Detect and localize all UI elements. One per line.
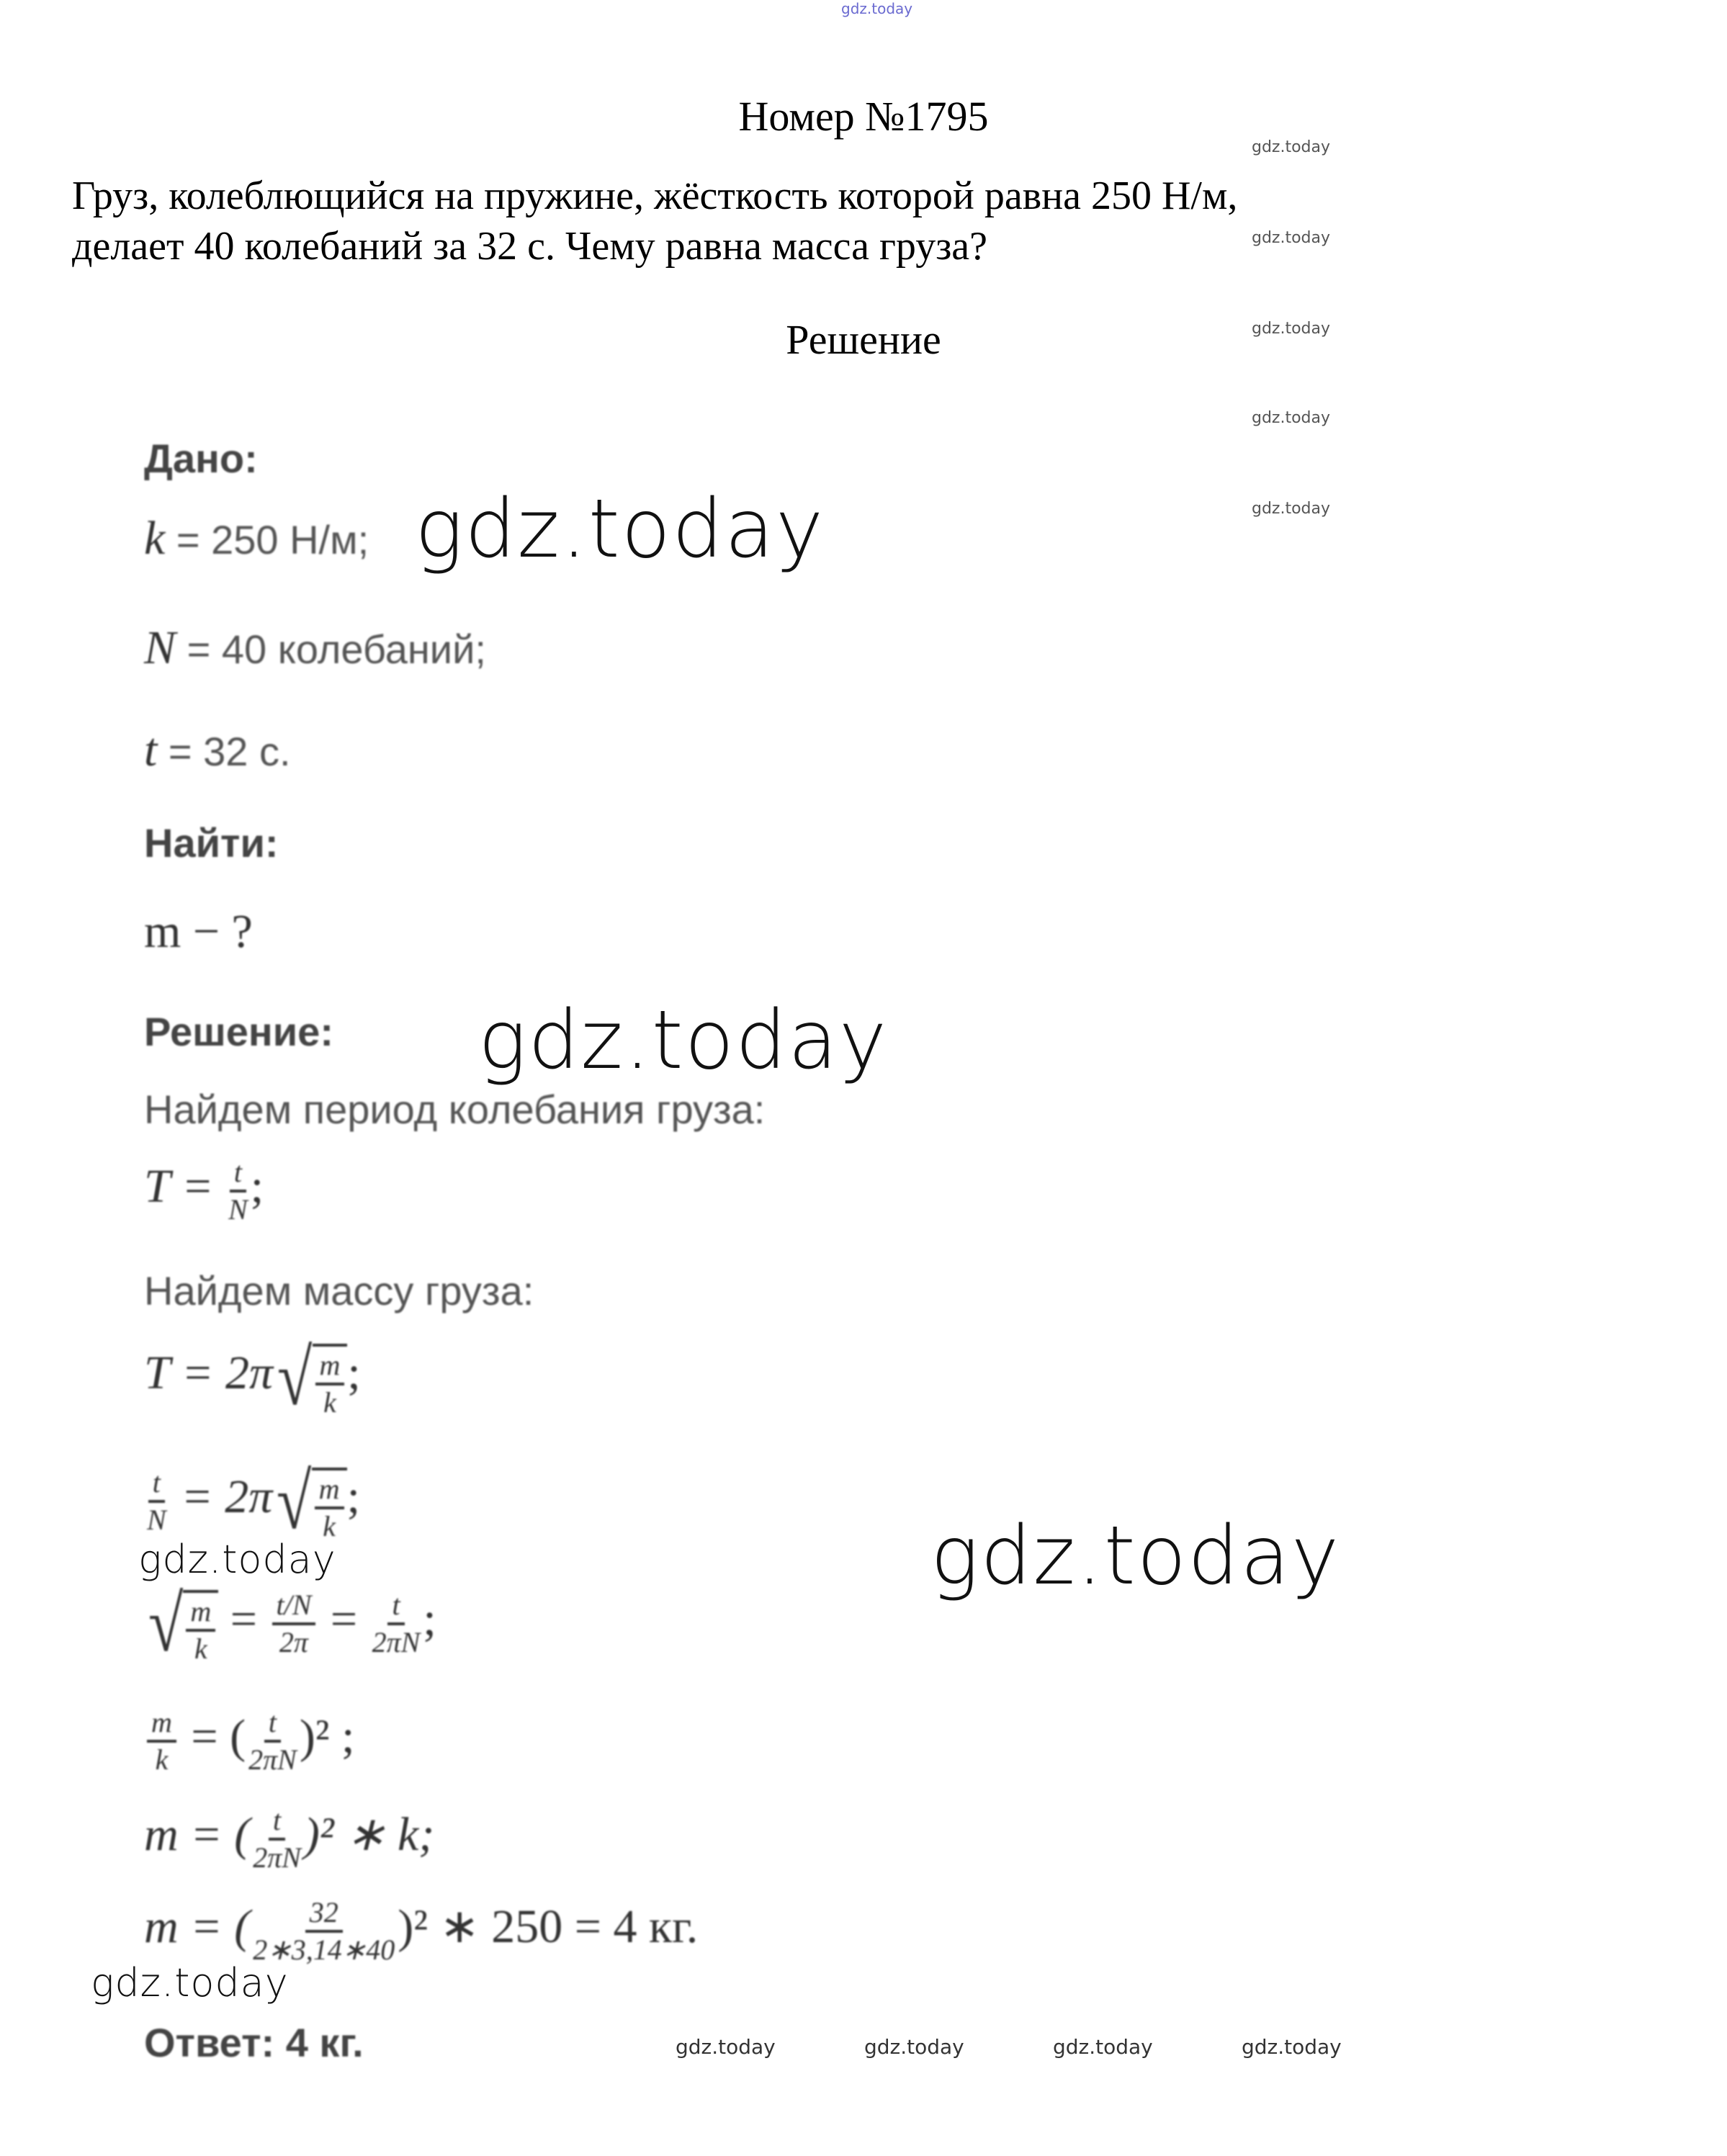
watermark-large: gdz.today [478, 994, 889, 1087]
k-value: = 250 Н/м; [165, 517, 369, 562]
watermark-small: gdz.today [1252, 320, 1331, 338]
equation-5 [144, 1708, 354, 1774]
equation-3 [144, 1457, 360, 1545]
equation-4 [144, 1580, 436, 1668]
mass-text: Найдем массу груза: [144, 1268, 534, 1313]
eq7-fden: 2∗3,14∗40 [253, 1933, 395, 1966]
equation-period-spring [144, 1334, 361, 1421]
t-variable: t [144, 724, 158, 776]
eq1-fraction [228, 1158, 248, 1224]
eq2-num: m [315, 1351, 345, 1385]
eq4-den: k [194, 1632, 207, 1665]
watermark-large: gdz.today [930, 1509, 1341, 1603]
task-text-line-1: Груз, колеблющийся на пружине, жёсткость которой равна 250 Н/м, [72, 174, 1238, 218]
eq7-fraction [253, 1898, 395, 1964]
eq3-rnum: m [315, 1475, 344, 1509]
period-text: Найдем период колебания груза: [144, 1087, 766, 1132]
eq4-f3den: 2πN [372, 1626, 421, 1658]
eq3-rden: k [323, 1510, 336, 1542]
eq4-f2den: 2π [279, 1626, 308, 1658]
watermark-small: gdz.today [1252, 500, 1331, 518]
eq2-den: k [323, 1386, 336, 1419]
eq6-fnum: t [269, 1806, 285, 1841]
eq4-num: m [186, 1597, 215, 1632]
eq6-tail: )² ∗ k; [303, 1808, 435, 1861]
eq3-tail: ; [346, 1470, 360, 1524]
eq5-mid: = ( [191, 1710, 246, 1764]
eq6-fraction [253, 1806, 301, 1872]
eq3-fraction-right [315, 1475, 344, 1541]
eq3-num: t [148, 1468, 165, 1503]
eq4-eq2: = [330, 1593, 358, 1646]
solution-label: Решение: [144, 1009, 333, 1054]
given-label: Дано: [144, 436, 258, 481]
watermark-small: gdz.today [1252, 138, 1331, 156]
N-value: = 40 колебаний; [176, 626, 486, 672]
eq5-num: m [147, 1708, 176, 1743]
watermark-small: gdz.today [1252, 229, 1331, 247]
sqrt-icon: √ $\frac{m}{k}$ [273, 1338, 347, 1417]
N-variable: N [144, 621, 176, 674]
eq2-lhs: T = 2π [144, 1347, 274, 1400]
watermark-bottom: gdz.today [1053, 2035, 1153, 2059]
eq4-fraction-3 [372, 1591, 421, 1657]
find-label: Найти: [144, 820, 279, 866]
given-N [144, 621, 486, 675]
eq6-lhs: m = ( [144, 1808, 251, 1861]
k-variable: k [144, 512, 166, 565]
page-title: Номер №1795 [738, 93, 989, 140]
eq5-fraction-right [248, 1708, 297, 1774]
given-t [144, 723, 291, 778]
watermark-small: gdz.today [1252, 409, 1331, 427]
eq7-fnum: 32 [305, 1898, 343, 1933]
watermark-large: gdz.today [415, 482, 825, 576]
eq4-tail: ; [423, 1593, 436, 1646]
eq4-f2num: t/N [272, 1591, 316, 1625]
solution-heading: Решение [786, 316, 941, 363]
top-watermark: gdz.today [841, 0, 913, 17]
find-m: m − ? [144, 905, 253, 958]
watermark-medium: gdz.today [138, 1537, 336, 1582]
eq5-fraction-left [147, 1708, 176, 1774]
eq4-f3num: t [387, 1591, 404, 1625]
eq1-den: N [228, 1193, 248, 1226]
task-text-line-2: делает 40 колебаний за 32 с. Чему равна масса груза? [72, 224, 988, 269]
watermark-bottom: gdz.today [864, 2035, 964, 2059]
eq3-mid: = 2π [181, 1470, 273, 1524]
eq1-tail: ; [250, 1160, 264, 1213]
eq1-num: t [230, 1158, 246, 1192]
eq7-lhs: m = ( [144, 1900, 251, 1954]
eq4-fraction-2 [272, 1591, 316, 1657]
equation-period [144, 1158, 264, 1224]
answer: Ответ: 4 кг. [144, 2020, 364, 2065]
t-value: = 32 с. [157, 729, 291, 774]
watermark-medium: gdz.today [91, 1960, 289, 2005]
eq5-den: k [155, 1743, 169, 1776]
eq5-fnum: t [264, 1708, 281, 1743]
watermark-bottom: gdz.today [676, 2035, 776, 2059]
eq2-tail: ; [347, 1347, 361, 1400]
given-k [144, 511, 369, 566]
watermark-bottom: gdz.today [1242, 2035, 1342, 2059]
eq4-eq1: = [230, 1593, 257, 1646]
eq3-fraction-left [147, 1468, 166, 1535]
equation-7 [144, 1898, 698, 1964]
equation-6 [144, 1806, 434, 1872]
eq5-tail: )² ; [299, 1710, 355, 1764]
eq6-fden: 2πN [253, 1841, 301, 1874]
eq7-tail: )² ∗ 250 = 4 кг. [398, 1900, 699, 1954]
eq3-den: N [147, 1504, 166, 1536]
sqrt-icon: √ $\frac{m}{k}$ [272, 1462, 346, 1541]
eq4-fraction-1 [186, 1597, 215, 1663]
eq2-fraction [315, 1351, 345, 1417]
sqrt-icon: √ $\frac{m}{k}$ [144, 1584, 218, 1663]
eq1-lhs: T = [144, 1160, 214, 1213]
eq5-fden: 2πN [248, 1743, 297, 1776]
